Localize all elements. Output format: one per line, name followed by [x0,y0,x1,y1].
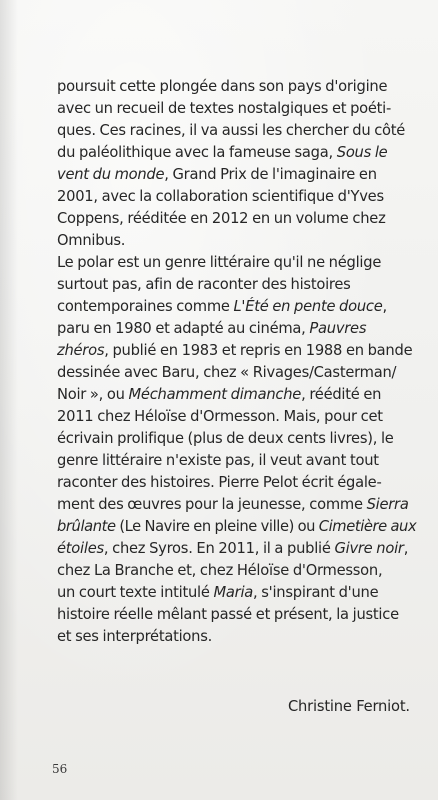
text-line [57,494,417,516]
text-segment: raconter des histoires. Pierre Pelot écrit égale- [57,474,382,491]
book-title: Sous le [336,144,388,161]
text-segment: surtout pas, afin de raconter des histoires [57,276,351,293]
text-segment: poursuit cette plongée dans son pays d'origine [57,78,388,95]
book-title: zhéros [57,342,105,359]
book-title: brûlante [57,518,116,535]
text-line [57,252,417,274]
book-title: Cimetière aux [318,518,417,535]
text-line [57,428,417,450]
text-segment: , chez Syros. En 2011, il a publié [103,540,335,557]
text-segment: un court texte intitulé [57,584,214,601]
text-segment: (Le Navire en pleine ville) ou [115,518,319,535]
text-line [57,626,417,648]
text-segment: , s'inspirant d'une [253,584,379,601]
text-line [57,186,417,208]
text-line [57,560,417,582]
text-line [57,604,417,626]
book-title: Givre noir [334,540,404,557]
text-line [57,274,417,296]
text-segment: , [403,540,409,557]
text-segment: Coppens, rééditée en 2012 en un volume chez [57,210,386,227]
page-gutter-shadow [0,0,18,800]
text-line [57,296,417,318]
text-segment: genre littéraire n'existe pas, il veut avant tout [57,452,379,469]
text-line [57,98,417,120]
text-segment: Omnibus. [57,232,126,249]
text-line [57,582,417,604]
text-line [57,208,417,230]
text-segment: Le polar est un genre littéraire qu'il ne néglige [57,254,382,271]
text-segment: chez La Branche et, chez Héloïse d'Ormesson, [57,562,383,579]
text-segment: 2001, avec la collaboration scientifique d'Yves [57,188,384,205]
book-title: Maria [213,584,254,601]
book-title: vent du monde [57,166,165,183]
text-segment: , [382,298,387,315]
text-line [57,406,417,428]
page-number: 56 [52,762,68,776]
text-segment: histoire réelle mêlant passé et présent, la justice [57,606,399,623]
text-line [57,230,417,252]
text-segment: , Grand Prix de l'imaginaire en [164,166,377,183]
text-line [57,318,417,340]
book-title: Méchamment dimanche [128,386,302,403]
text-segment: , publié en 1983 et repris en 1988 en bande [104,342,413,359]
text-segment: contemporaines comme [57,298,234,315]
text-line [57,120,417,142]
text-segment: ques. Ces racines, il va aussi les chercher du côté [57,122,406,139]
text-line [57,450,417,472]
text-segment: paru en 1980 et adapté au cinéma, [57,320,310,337]
text-line [57,516,417,538]
text-line [57,76,417,98]
text-line [57,538,417,560]
text-line [57,472,417,494]
text-line [57,340,417,362]
text-line [57,164,417,186]
book-title: étoiles [57,540,104,557]
book-title: L'Été en pente douce [233,298,383,315]
author-signature: Christine Ferniot. [288,698,410,715]
book-title: Pauvres [309,320,367,337]
text-segment: dessinée avec Baru, chez « Rivages/Casterman/ [57,364,397,381]
text-segment: avec un recueil de textes nostalgiques et poéti- [57,100,392,117]
text-segment: ment des œuvres pour la jeunesse, comme [57,496,367,513]
book-title: Sierra [366,496,409,513]
text-line [57,362,417,384]
text-segment: , réédité en [301,386,382,403]
text-segment: du paléolithique avec la fameuse saga, [57,144,337,161]
text-line [57,384,417,406]
text-segment: 2011 chez Héloïse d'Ormesson. Mais, pour cet [57,408,383,425]
text-line [57,142,417,164]
text-segment: Noir », ou [57,386,129,403]
text-segment: écrivain prolifique (plus de deux cents livres), le [57,430,394,447]
text-segment: et ses interprétations. [57,628,213,645]
body-text [57,76,417,648]
